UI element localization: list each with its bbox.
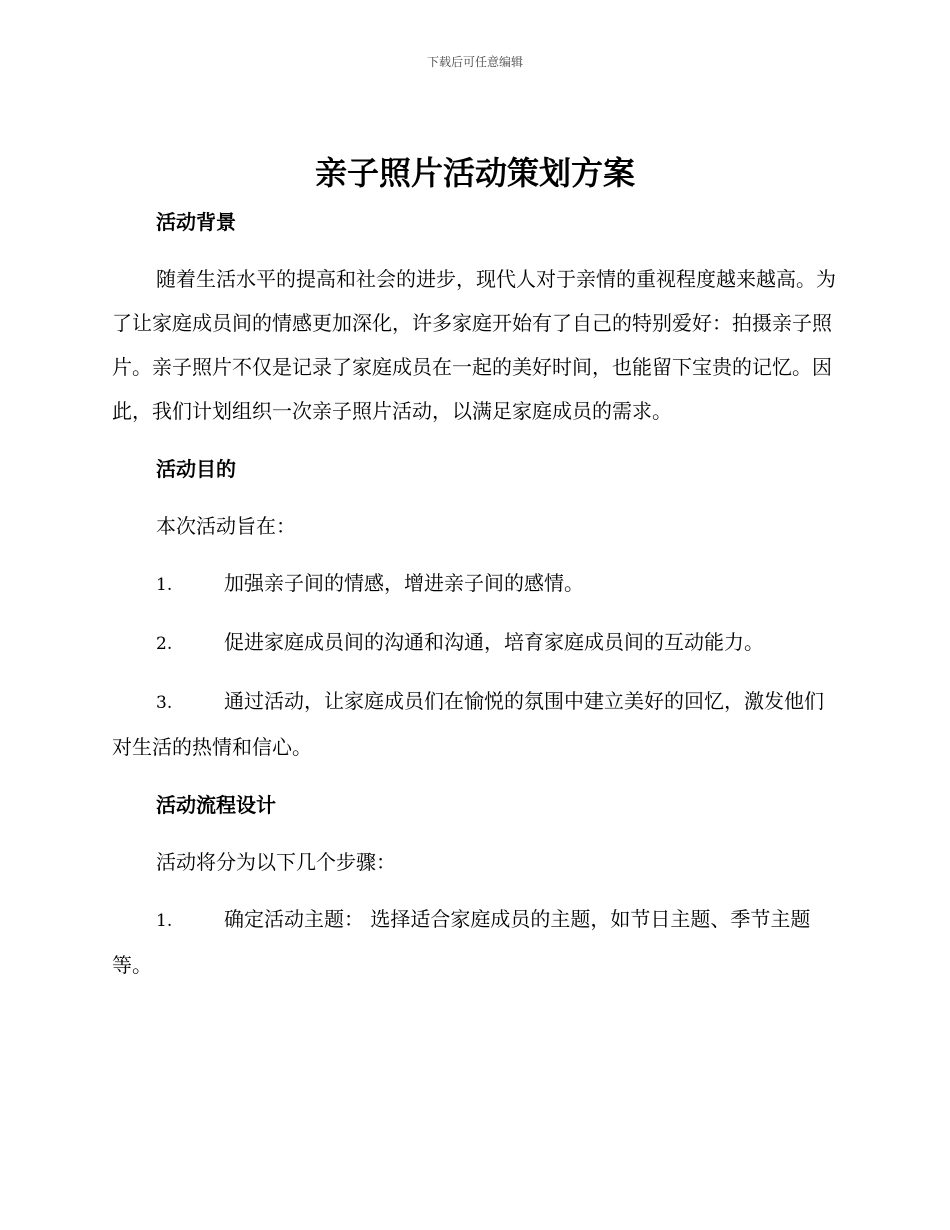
list-item-text: 确定活动主题： 选择适合家庭成员的主题，如节日主题、季节主题等。	[112, 907, 811, 977]
list-item-number: 1.	[156, 575, 173, 595]
section-heading-background: 活动背景	[156, 210, 236, 234]
list-item	[112, 620, 842, 666]
list-item-number: 1.	[156, 911, 173, 931]
section-heading-purpose: 活动目的	[156, 457, 236, 481]
list-item	[112, 897, 842, 987]
list-item-text: 加强亲子间的情感，增进亲子间的感情。	[224, 571, 584, 595]
process-intro: 活动将分为以下几个步骤：	[156, 850, 396, 874]
list-item-number: 2.	[156, 634, 173, 654]
list-item-text: 通过活动，让家庭成员们在愉悦的氛围中建立美好的回忆，激发他们对生活的热情和信心。	[112, 689, 824, 759]
list-item-number: 3.	[156, 693, 173, 713]
purpose-intro: 本次活动旨在：	[156, 514, 296, 538]
list-item	[112, 561, 842, 607]
background-paragraph: 随着生活水平的提高和社会的进步，现代人对于亲情的重视程度越来越高。为了让家庭成员间的情感更加深化，许多家庭开始有了自己的特别爱好：拍摄亲子照片。亲子照片不仅是记录了家庭成员在一起的美好时间，也能留下宝贵的记忆。因此，我们计划组织一次亲子照片活动，以满足家庭成员的需求。	[112, 267, 836, 423]
document-body	[112, 200, 842, 987]
list-item-text: 促进家庭成员间的沟通和沟通，培育家庭成员间的互动能力。	[224, 630, 764, 654]
section-heading-process: 活动流程设计	[156, 793, 276, 817]
list-item	[112, 679, 842, 769]
page-header-note: 下载后可任意编辑	[426, 55, 523, 69]
document-title: 亲子照片活动策划方案	[314, 154, 635, 192]
